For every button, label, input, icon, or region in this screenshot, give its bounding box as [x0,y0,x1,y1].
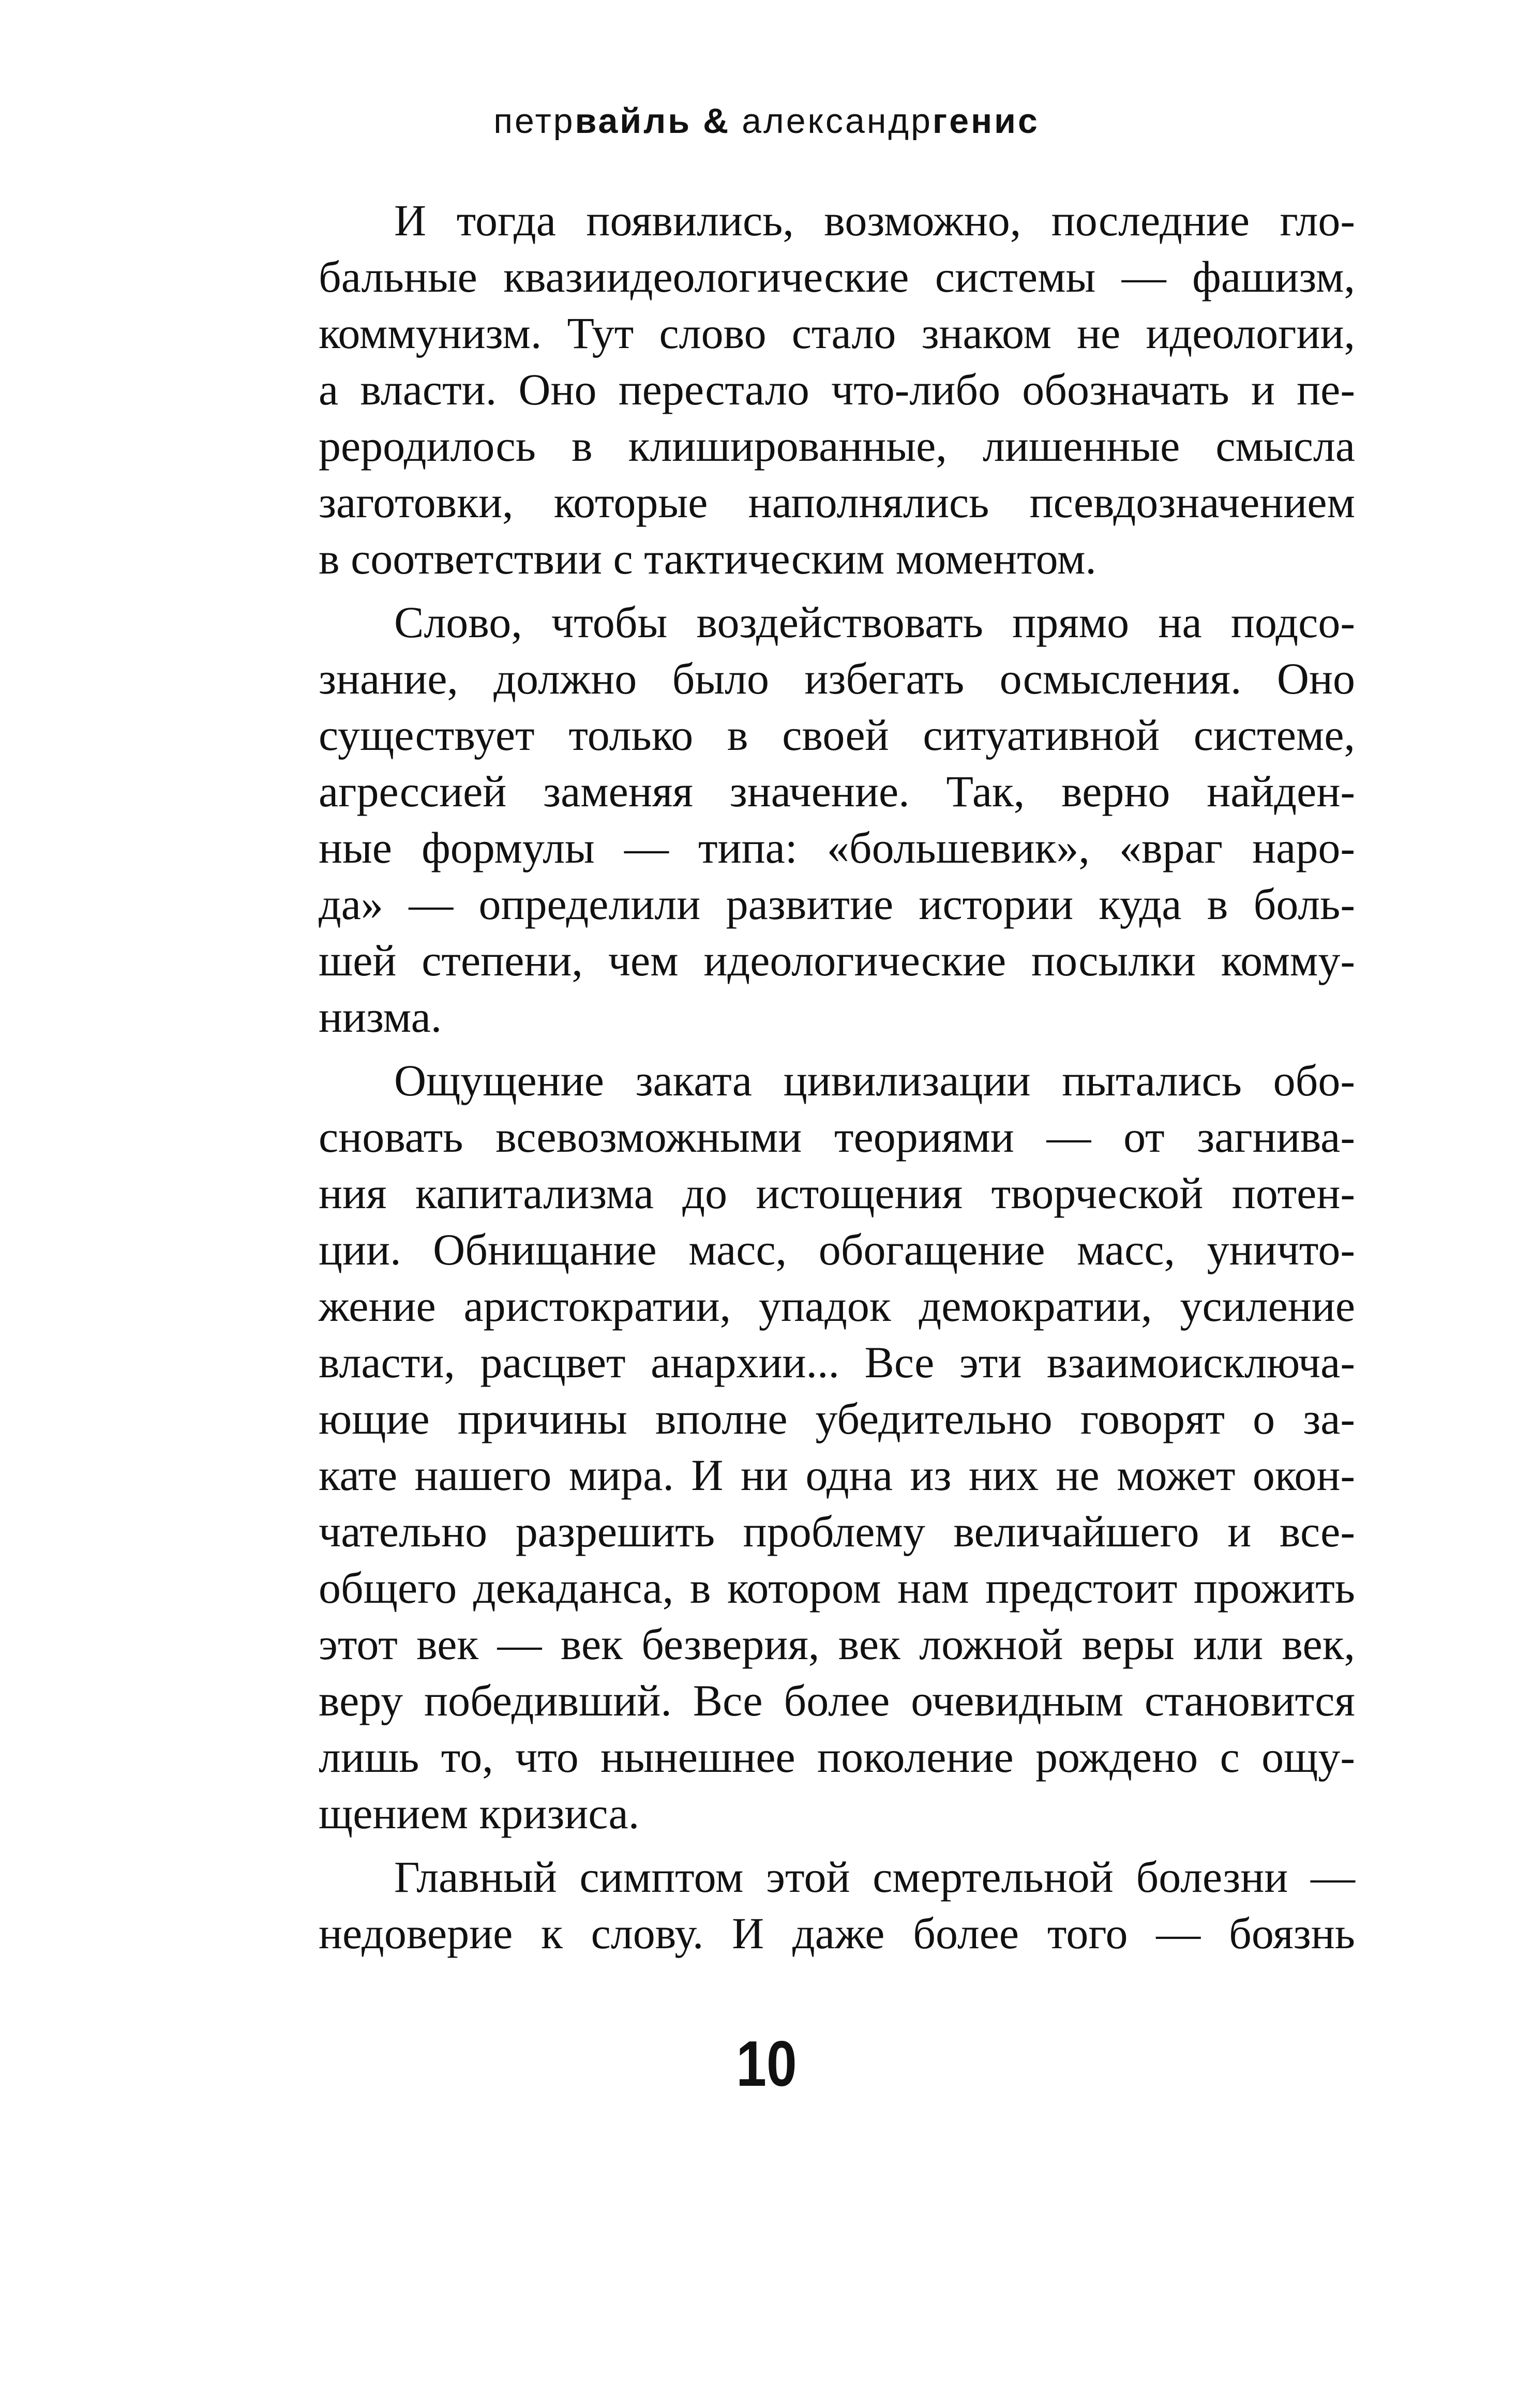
paragraph-3 [243,1052,1355,1842]
running-header [0,101,1533,141]
text-line: а власти. Оно перестало что-либо обозначать и пе- [319,365,1355,414]
text-line: коммунизм. Тут слово стало знаком не идеологии, [319,308,1355,358]
text-line: Слово, чтобы воздействовать прямо на подсо- [394,597,1355,647]
text-line: лишь то, что нынешнее поколение рождено с ощу- [319,1732,1355,1782]
text-line: да» — определили развитие истории куда в боль- [319,879,1355,929]
text-line: власти, расцвет анархии... Все эти взаимоисключа- [319,1337,1355,1387]
page-number: 10 [736,2028,797,2100]
text-line: веру победивший. Все более очевидным становится [319,1676,1355,1725]
text-line: бальные квазиидеологические системы — фашизм, [319,252,1355,302]
author2-last-name: генис [932,101,1040,141]
text-line: ющие причины вполне убедительно говорят о за- [319,1394,1355,1443]
text-line: ные формулы — типа: «большевик», «враг наро- [319,823,1355,872]
text-line: существует только в своей ситуативной системе, [319,710,1355,760]
text-line: жение аристократии, упадок демократии, усиление [319,1281,1355,1331]
text-line: чательно разрешить проблему величайшего и все- [319,1507,1355,1556]
paragraph-4 [243,1849,1355,1962]
ampersand: & [703,101,731,141]
body-text [243,192,1355,1969]
text-line: ния капитализма до истощения творческой потен- [319,1168,1355,1218]
text-line: Главный симптом этой смертельной болезни — [394,1852,1355,1902]
text-line: заготовки, которые наполнялись псевдозначением [319,477,1355,527]
text-line: ции. Обнищание масс, обогащение масс, уничто- [319,1225,1355,1274]
author1-last-name: вайль [575,101,692,141]
text-line: недоверие к слову. И даже более того — боязнь [319,1908,1355,1958]
text-line: Ощущение заката цивилизации пытались обо- [394,1056,1355,1105]
author1-first-name: петр [493,101,575,141]
text-line: агрессией заменяя значение. Так, верно найден- [319,766,1355,816]
paragraph-1 [243,192,1355,587]
author2-first-name: александр [742,101,933,141]
text-line: кате нашего мира. И ни одна из них не может окон- [319,1450,1355,1500]
text-line: щением кризиса. [319,1788,640,1838]
text-line: низма. [319,992,442,1042]
text-line: этот век — век безверия, век ложной веры или век, [319,1619,1355,1669]
paragraph-2 [243,594,1355,1045]
text-line: И тогда появились, возможно, последние гло- [394,195,1355,245]
text-line: сновать всевозможными теориями — от загнива- [319,1112,1355,1162]
text-line: знание, должно было избегать осмысления. Оно [319,654,1355,703]
text-line: шей степени, чем идеологические посылки комму- [319,936,1355,985]
text-line: реродилось в клишированные, лишенные смысла [319,421,1355,471]
text-line: в соответствии с тактическим моментом. [319,534,1096,583]
text-line: общего декаданса, в котором нам предстоит прожить [319,1563,1355,1613]
